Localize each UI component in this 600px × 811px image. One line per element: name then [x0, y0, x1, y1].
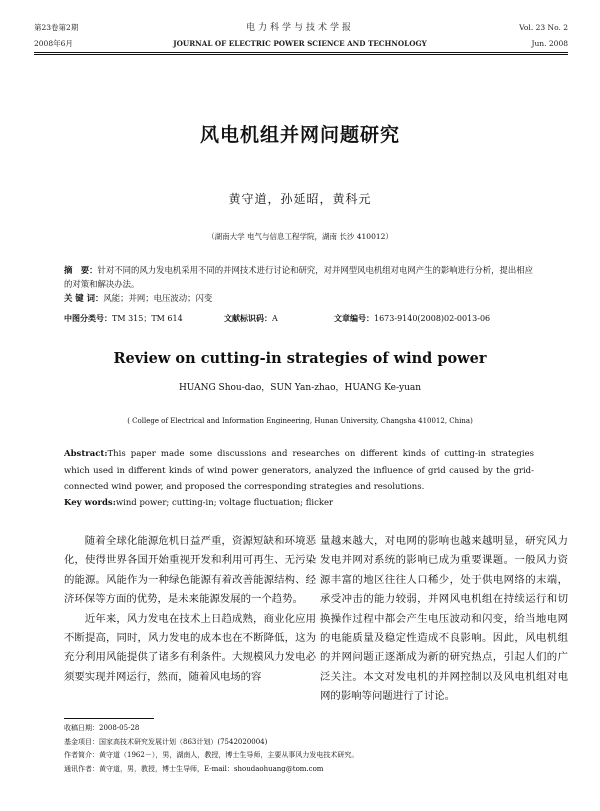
- abstract-en-label: Abstract:: [64, 449, 108, 459]
- keywords-cn-label: 关 键 词：: [64, 293, 104, 303]
- abstract-cn: [64, 263, 534, 305]
- header-volume-en: Vol. 23 No. 2: [519, 23, 568, 32]
- body-column-left: [64, 532, 316, 687]
- footnote-rule: [64, 718, 154, 719]
- abstract-cn-paragraph: [64, 263, 534, 291]
- header-rule-top: [34, 52, 568, 53]
- keywords-cn-text: 风能；并网；电压波动；闪变: [103, 293, 213, 303]
- footnote-received: 收稿日期：2008-05-28: [64, 724, 140, 732]
- footnotes: [64, 722, 544, 776]
- article-number-label: 文章编号：: [334, 313, 374, 323]
- header-journal-cn: 电力科学与技术学报: [245, 23, 354, 33]
- abstract-cn-text: 针对不同的风力发电机采用不同的并网技术进行讨论和研究，对并网型风电机组对电网产生的影响进行分析，提出相应的对策和解决办法。: [64, 265, 533, 289]
- footnote-author-bio: 作者简介：黄守道（1962－），男，湖南人，教授，博士生导师，主要从事风力发电技术研究。: [64, 751, 359, 759]
- header-date-en: Jun. 2008: [531, 39, 568, 48]
- clc-value: TM 315；TM 614: [112, 314, 183, 323]
- abstract-en-text: This paper made some discussions and researches on different kinds of cutting-in strategies which used in different kinds of wind power generators, analyzed the influence of grid caused by the grid-connected wind power, and proposed the corresponding strategies and resolutions.: [64, 449, 534, 492]
- keywords-en-text: wind power; cutting-in; voltage fluctuation; flicker: [115, 498, 334, 508]
- body-paragraph: 量越来越大，对电网的影响也越来越明显，研究风力发电并网对系统的影响已成为重要课题。一般风力资源丰富的地区往往人口稀少，处于供电网络的末端，承受冲击的能力较弱，并网风电机组在持续运行和切换操作过程中都会产生电压波动和闪变，给当地电网的电能质量及稳定性造成不良影响。因此，风电机组的并网问题正逐渐成为新的研究热点，引起人们的广泛关注。本文对发电机的并网控制以及风电机组对电网的影响等问题进行了讨论。: [320, 535, 568, 703]
- doc-code-value: A: [272, 314, 278, 323]
- clc-label: 中图分类号：: [64, 313, 112, 323]
- article-number-value: 1673-9140(2008)02-0013-06: [374, 314, 491, 323]
- document-code: [224, 313, 334, 324]
- classification-row: [64, 313, 544, 324]
- abstract-en: [64, 446, 534, 496]
- affiliation-en: ( College of Electrical and Information Engineering, Hunan University, Changsha 410012, China): [127, 417, 473, 425]
- clc-number: [64, 313, 224, 324]
- keywords-en: [64, 498, 534, 508]
- title-cn: 风电机组并网问题研究: [199, 124, 400, 146]
- keywords-cn: [64, 291, 534, 305]
- keywords-en-label: Key words:: [64, 498, 116, 508]
- footnote-corresponding: 通讯作者：黄守道，男，教授，博士生导师，E-mail：shoudaohuang@tom.com: [64, 764, 324, 773]
- body-paragraph: 近年来，风力发电在技术上日趋成熟，商业化应用不断提高，同时，风力发电的成本也在不断降低，这为充分利用风能提供了诸多有利条件。大规模风力发电必须要实现并网运行，然而，随着风电场的容: [64, 612, 316, 683]
- article-number: [334, 313, 490, 324]
- header-volume-cn: 第23卷第2期: [34, 23, 79, 32]
- body-paragraph: 随着全球化能源危机日益严重，资源短缺和环境恶化，使得世界各国开始重视开发和利用可再生、无污染的能源。风能作为一种绿色能源有着改善能源结构、经济环保等方面的优势，是未来能源发展的一个趋势。: [64, 535, 316, 606]
- title-en: Review on cutting-in strategies of wind power: [113, 350, 487, 367]
- affiliation-cn: （湖南大学 电气与信息工程学院，湖南 长沙 410012）: [207, 232, 393, 241]
- body-column-right: [320, 532, 568, 707]
- footnote-fund: 基金项目：国家高技术研究发展计划（863计划）(7542020004): [64, 737, 268, 746]
- authors-en: HUANG Shou-dao，SUN Yan-zhao，HUANG Ke-yuan: [178, 383, 422, 393]
- doc-code-label: 文献标识码：: [224, 313, 272, 323]
- header-rule-bottom: [34, 54, 568, 55]
- abstract-cn-label: 摘 要：: [64, 265, 98, 275]
- header-date-cn: 2008年6月: [34, 39, 73, 48]
- header-journal-en: JOURNAL OF ELECTRIC POWER SCIENCE AND TECHNOLOGY: [173, 39, 427, 48]
- authors-cn: 黄守道，孙延昭，黄科元: [228, 192, 372, 206]
